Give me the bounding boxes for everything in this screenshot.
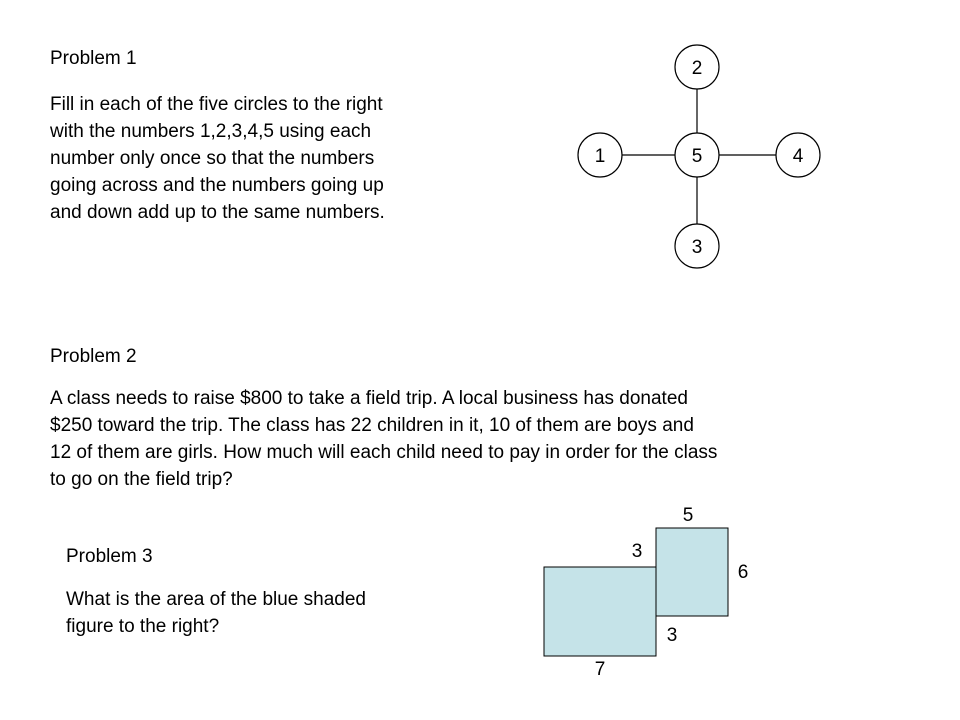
- problem-1-title: Problem 1: [50, 48, 137, 69]
- problem-3-line: figure to the right?: [66, 616, 220, 637]
- problem-2-line: 12 of them are girls. How much will each child need to pay in order for the class: [50, 442, 718, 463]
- shaded-square-large: [544, 567, 656, 656]
- circle-left-number: 1: [594, 146, 606, 167]
- problem-1-line: number only once so that the numbers: [50, 148, 375, 169]
- problem-1-line: with the numbers 1,2,3,4,5 using each: [50, 121, 372, 142]
- problem-2-line: $250 toward the trip. The class has 22 children in it, 10 of them are boys and: [50, 415, 694, 436]
- label-inner-step: 3: [666, 625, 678, 646]
- number-cross-diagram: [578, 45, 820, 268]
- circle-top-number: 2: [691, 58, 703, 79]
- problem-3-line: What is the area of the blue shaded: [66, 589, 366, 610]
- problem-1-line: Fill in each of the five circles to the right: [50, 94, 383, 115]
- circle-bottom-number: 3: [691, 237, 703, 258]
- circle-right-number: 4: [792, 146, 804, 167]
- label-top-width: 5: [682, 505, 694, 526]
- label-bottom-width: 7: [594, 659, 606, 680]
- circle-center-number: 5: [691, 146, 703, 167]
- label-right-height: 6: [737, 562, 749, 583]
- label-left-step: 3: [631, 541, 643, 562]
- shaded-figure-diagram: [544, 505, 748, 680]
- problem-2-line: A class needs to raise $800 to take a field trip. A local business has donated: [50, 388, 688, 409]
- problem-2-title: Problem 2: [50, 346, 137, 367]
- problem-1-line: and down add up to the same numbers.: [50, 202, 385, 223]
- problem-3-title: Problem 3: [66, 546, 153, 567]
- problem-1-line: going across and the numbers going up: [50, 175, 384, 196]
- shaded-square-small: [656, 528, 728, 616]
- problem-2-line: to go on the field trip?: [50, 469, 233, 490]
